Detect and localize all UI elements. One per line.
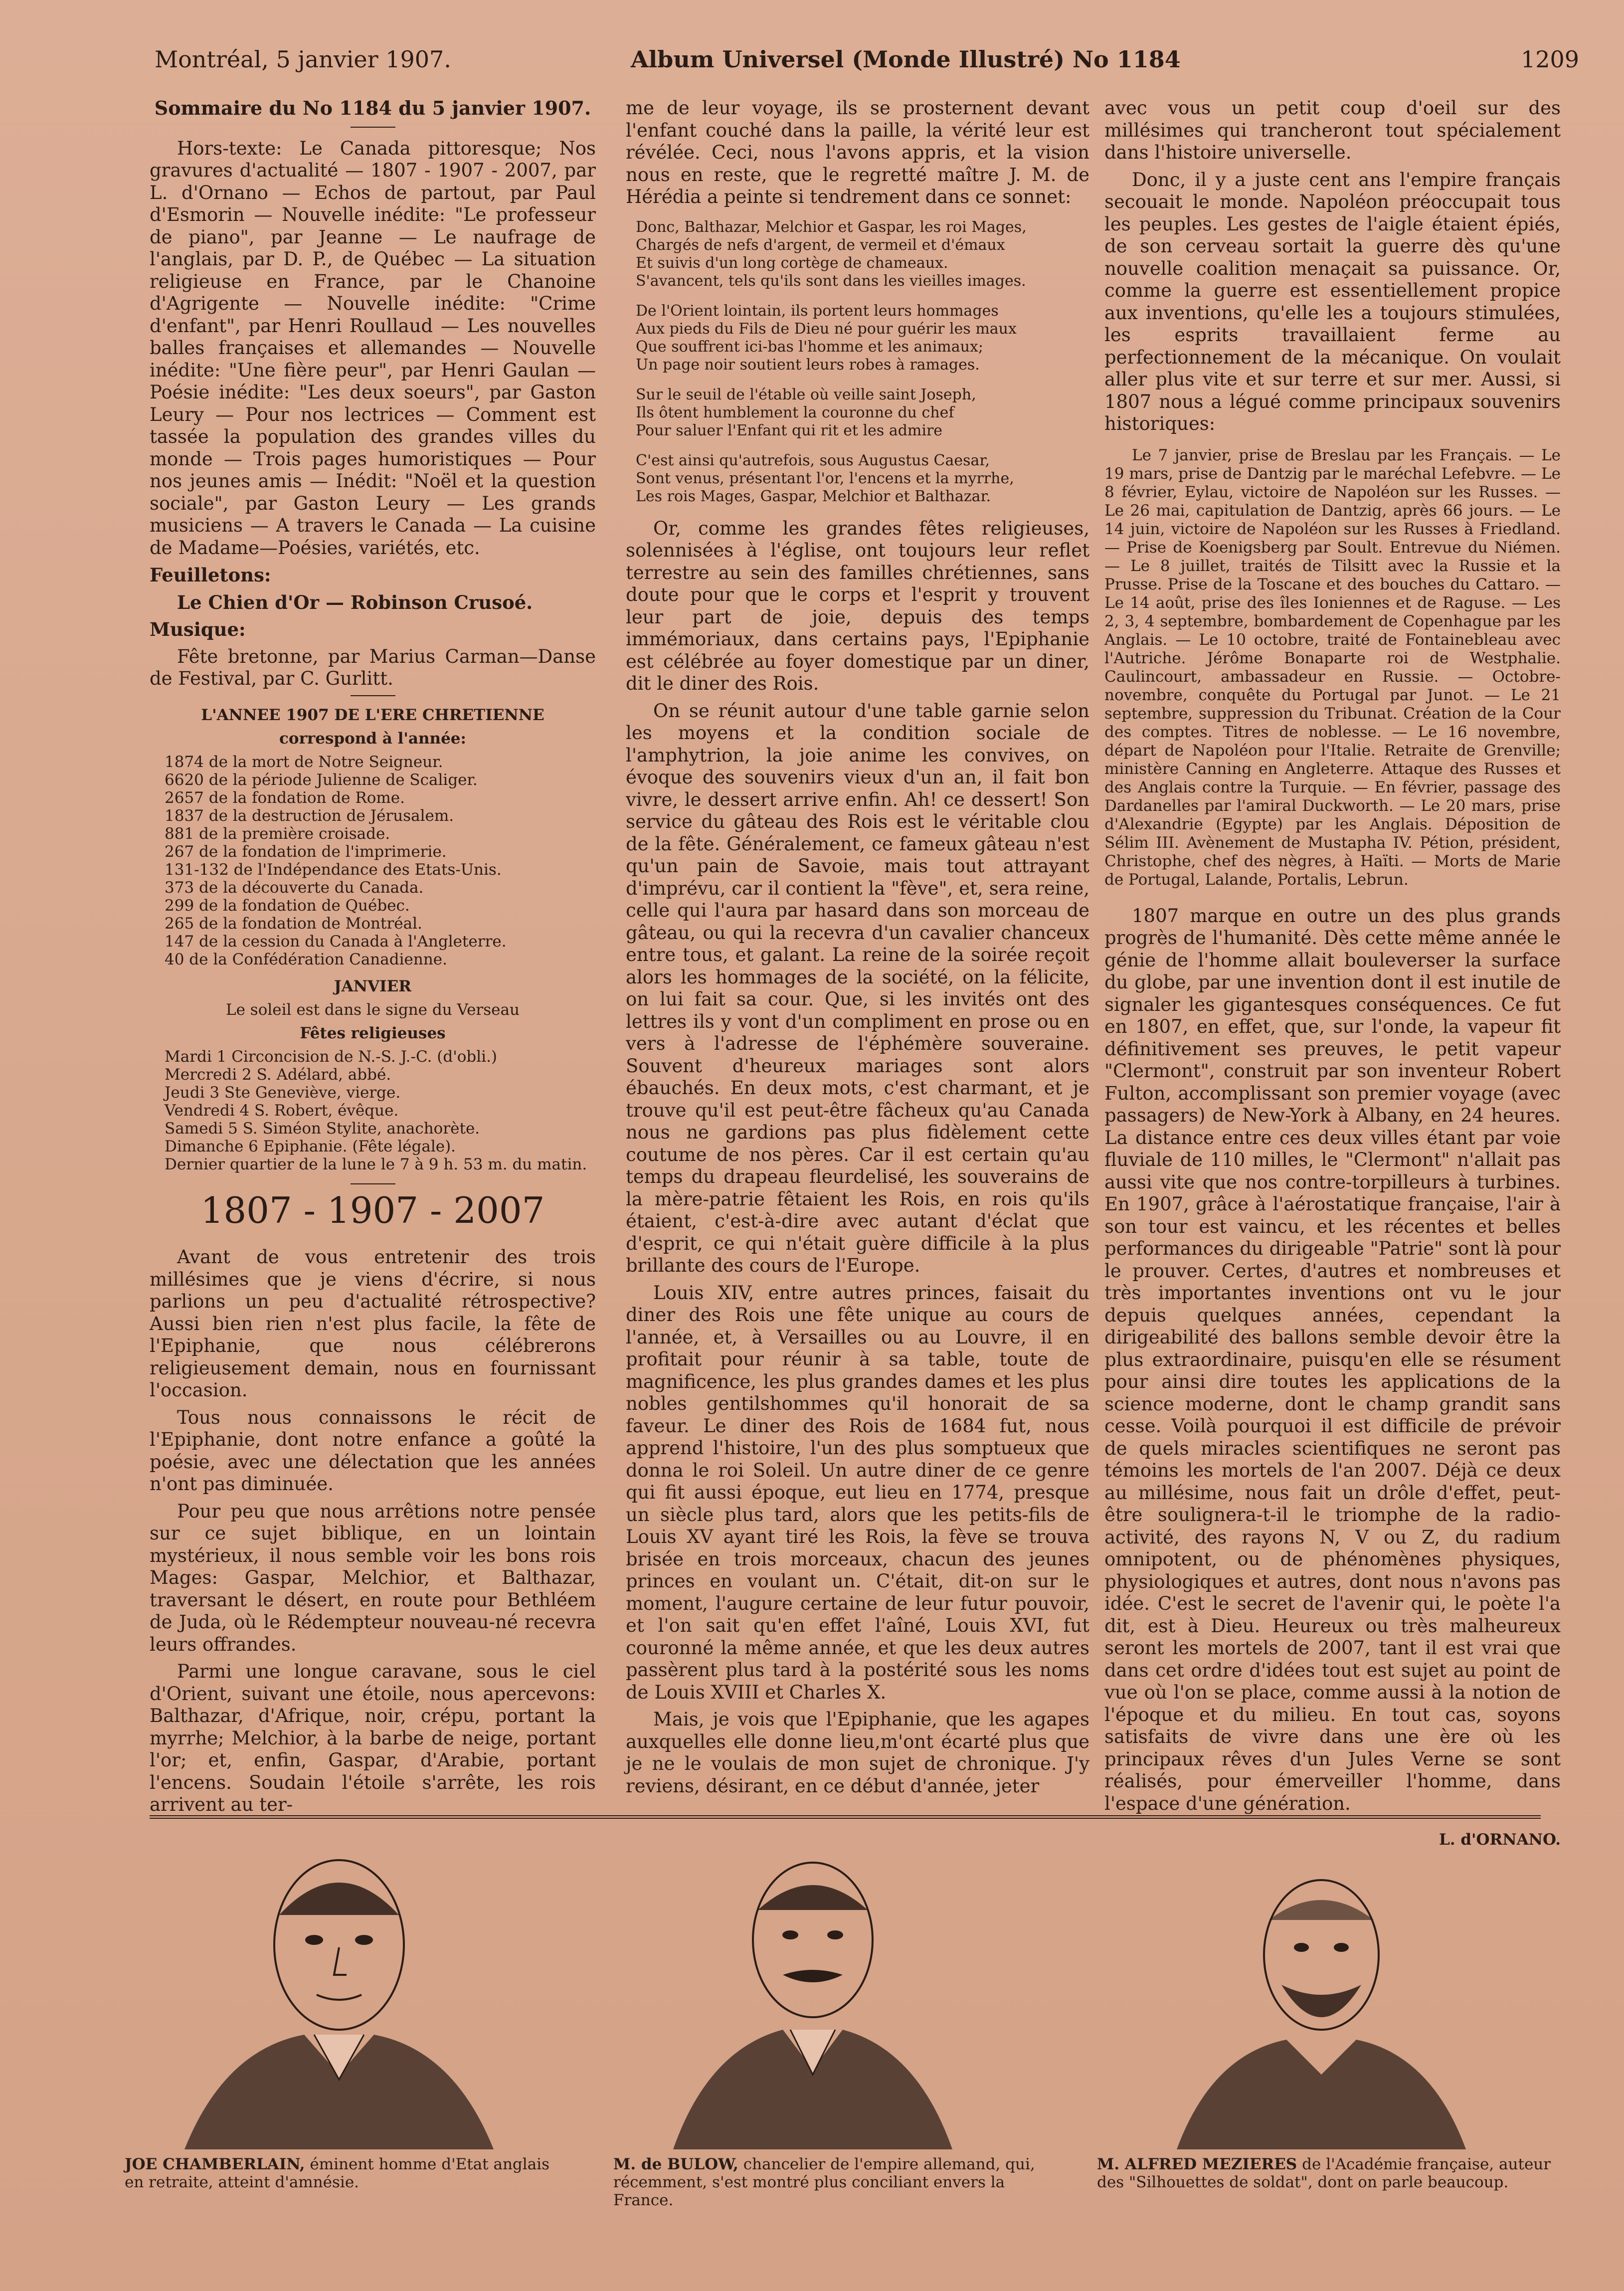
poem-line: Pour saluer l'Enfant qui rit et les admire	[636, 421, 943, 439]
list-item: Samedi 5 S. Siméon Stylite, anachorète.	[165, 1119, 480, 1138]
list-item: 131-132 de l'Indépendance des Etats-Unis.	[165, 860, 502, 879]
fetes-title: Fêtes religieuses	[300, 1024, 446, 1042]
poem-line: Ils ôtent humblement la couronne du chef	[636, 403, 954, 421]
article-paragraph: Parmi une longue caravane, sous le ciel d'Orient, suivant une étoile, nous apercevons: Balthazar, d'Afrique, noir, crépu, portant la myrrhe; Melchior, à la barbe de neige, portant l'or; et, enfin, Gaspar, d'Arabie, portant l'encens. Soudain l'étoile s'arrête, les rois arrivent au ter-	[150, 1661, 596, 1815]
header-date: Montréal, 5 janvier 1907.	[155, 46, 451, 73]
feuilletons-list: Le Chien d'Or — Robinson Crusoé.	[177, 591, 533, 613]
poem-stanza	[636, 302, 1089, 374]
annee-subtitle: correspond à l'année:	[279, 729, 466, 748]
list-item: Mardi 1 Circoncision de N.-S. J.-C. (d'obli.)	[165, 1047, 498, 1066]
list-item: Dernier quartier de la lune le 7 à 9 h. 53 m. du matin.	[165, 1155, 587, 1173]
caption-name: JOE CHAMBERLAIN,	[125, 2155, 305, 2173]
portrait-engraving-icon	[165, 1840, 514, 2149]
poem-line: Sont venus, présentant l'or, l'encens et la myrrhe,	[636, 469, 1014, 487]
article-paragraph: 1807 marque en outre un des plus grands progrès de l'humanité. Dès cette même année le génie de l'homme allait bouleverser la surface du globe, par une invention dont il est inutile de signaler les gigantesques conséquences. Ce fut en 1807, en effet, que, sur l'onde, la vapeur fit définitivement ses preuves, le petit vapeur "Clermont", construit par son inventeur Robert Fulton, accomplissant son premier voyage (avec passagers) de New-York à Albany, en 24 heures. La distance entre ces deux villes étant par voie fluviale de 110 milles, le "Clermont" n'allait pas aussi vite que nos contre-torpilleurs à turbines. En 1907, grâce à l'aérostatique française, l'air à son tour est vaincu, et les récentes et belles performances du dirigeable "Patrie" sont là pour le prouver. Certes, d'autres et nombreuses et très importantes inventions ont vu le jour depuis quelques années, cependant la dirigeabilité des ballons semble devoir être la plus extraordinaire, puisqu'en elle se résument pour ainsi dire toutes les applications de la science moderne, dont le champ grandit sans cesse. Voilà pourquoi il est difficile de prévoir de quels miracles scientifiques ne seront pas témoins les mortels de l'an 2007. Déjà ce deux au millésime, nous fait un drôle d'effet, peut-être soulignera-t-il le triomphe de la radio-activité, des rayons N, V ou Z, du radium omnipotent, ou de phénomènes physiques, physiologiques et autres, dont nous n'avons pas idée. C'est le secret de l'avenir qui, le poète l'a dit, est à Dieu. Heureux ou très malheureux seront les mortels de 2007, tant il est vrai que dans cet ordre d'idées tout est sujet au point de vue où l'on se place, comme aussi à la notion de l'époque et du milieu. En tout cas, soyons satisfaits de vivre dans une ère où les principaux rêves d'un Jules Verne se sont réalisés, pour émerveiller l'homme, dans l'espace d'une génération.	[1104, 905, 1561, 1814]
list-item: 299 de la fondation de Québec.	[165, 896, 410, 915]
poem-stanza	[636, 452, 1089, 506]
poem-line: S'avancent, tels qu'ils sont dans les vieilles images.	[636, 272, 1026, 290]
caption-mezieres	[1097, 2155, 1561, 2191]
poem-line: Sur le seuil de l'étable où veille saint Joseph,	[636, 385, 976, 403]
poem-stanza	[636, 218, 1089, 290]
janvier-soleil: Le soleil est dans le signe du Verseau	[226, 1000, 520, 1019]
list-item: Vendredi 4 S. Robert, évêque.	[165, 1101, 399, 1120]
poem-line: De l'Orient lointain, ils portent leurs hommages	[636, 302, 999, 320]
article-paragraph: Or, comme les grandes fêtes religieuses, solennisées à l'église, ont toujours leur reflet terrestre au sein des familles chrétiennes, sans doute pour que le corps et l'esprit y trouvent leur part de joie, depuis des temps immémoriaux, dans certains pays, l'Epiphanie est célébrée au foyer domestique par un diner, dit le diner des Rois.	[626, 517, 1089, 694]
sommaire-title: Sommaire du No 1184 du 5 janvier 1907.	[154, 97, 591, 119]
list-item: 6620 de la période Julienne de Scaliger.	[165, 770, 478, 789]
article-paragraph: Mais, je vois que l'Epiphanie, que les agapes auxquelles elle donne lieu,m'ont écarté plus que je ne le voulais de mon sujet de chronique. J'y reviens, désirant, en ce début d'année, jeter	[626, 1709, 1089, 1797]
list-item: 265 de la fondation de Montréal.	[165, 914, 422, 933]
list-item: 40 de la Confédération Canadienne.	[165, 950, 447, 968]
article-paragraph: Louis XIV, entre autres princes, faisait du diner des Rois une fête unique au cours de l'année, et, à Versailles ou au Louvre, il en profitait pour réunir à sa table, toute de magnificence, les plus grandes dames et les plus nobles gentilshommes qu'il honorait de sa faveur. Le diner des Rois de 1684 fut, nous apprend l'histoire, l'un des plus somptueux que donna le roi Soleil. Un autre diner de ce genre qui fit aussi époque, eut lieu en 1774, presque un siècle plus tard, alors que les petits-fils de Louis XV ayant tiré les Rois, la fève se trouva brisée en trois morceaux, chacun des jeunes princes en voulant un. C'était, dit-on sur le moment, l'augure certaine de leur futur pouvoir, et l'on sait qu'en effet l'aîné, Louis XVI, fut couronné la même année, et que les deux autres passèrent plus tard à la postérité sous les noms de Louis XVIII et Charles X.	[626, 1282, 1089, 1703]
annee-title: L'ANNEE 1907 DE L'ERE CHRETIENNE	[201, 706, 544, 724]
poem-stanza	[636, 386, 1089, 440]
caption-name: M. de BULOW,	[613, 2155, 738, 2173]
article-signature: L. d'ORNANO.	[1439, 1831, 1561, 1849]
events-1807: Le 7 janvier, prise de Breslau par les Français. — Le 19 mars, prise de Dantzig par le maréchal Lefebvre. — Le 8 février, Eylau, victoire de Napoléon sur les Russes. — Le 26 mai, capitulation de Dantzig, après 66 jours. — Le 14 juin, victoire de Napoléon sur les Russes à Friedland. — Prise de Koenigsberg par Soult. Entrevue du Niémen. — Le 8 juillet, traités de Tilsitt avec la Russie et la Prusse. Prise de la Toscane et des bouches du Cattaro. — Le 14 août, prise des îles Ioniennes et de Raguse. — Les 2, 3, 4 septembre, bombardement de Copenhague par les Anglais. — Le 10 octobre, traité de Fontainebleau avec l'Autriche. Jérôme Bonaparte roi de Westphalie. Caulincourt, ambassadeur en Russie. — Octobre-novembre, conquête du Portugal par Junot. — Le 21 septembre, suppression du Tribunat. Création de la Cour des comptes. Titres de noblesse. — Le 16 novembre, départ de Napoléon pour l'Italie. Retraite de Grenville; ministère Canning en Angleterre. Attaque des Russes et des Anglais contre la Turquie. — En février, passage des Dardanelles par l'amiral Duckworth. — Le 20 mars, prise d'Alexandrie (Egypte) par les Anglais. Déposition de Sélim III. Avènement de Mustapha IV. Pétion, président, Christophe, chef des nègres, à Haïti. — Morts de Marie de Portugal, Lalande, Portalis, Lebrun.	[1104, 446, 1561, 889]
article-title: 1807 - 1907 - 2007	[200, 1189, 545, 1231]
list-item: 1874 de la mort de Notre Seigneur.	[165, 753, 443, 771]
list-item: Mercredi 2 S. Adélard, abbé.	[165, 1065, 391, 1084]
portrait-engraving-icon	[663, 1840, 962, 2149]
portrait-mezieres	[1162, 1840, 1481, 2149]
poem-line: Que souffrent ici-bas l'homme et les animaux;	[636, 338, 983, 356]
list-item: 2657 de la fondation de Rome.	[165, 788, 405, 807]
musique-label: Musique:	[150, 618, 246, 640]
poem-line: Donc, Balthazar, Melchior et Gaspar, les roi Mages,	[636, 218, 1027, 236]
sonnet	[636, 218, 1089, 506]
article-paragraph: avec vous un petit coup d'oeil sur des millésimes qui trancheront tout spécialement dans l'histoire universelle.	[1104, 97, 1561, 163]
poem-line: Aux pieds du Fils de Dieu né pour guérir les maux	[636, 320, 1017, 338]
header-page-number: 1209	[1521, 46, 1580, 73]
fetes-list	[165, 1048, 596, 1173]
caption-bulow	[613, 2155, 1052, 2209]
divider	[351, 695, 395, 696]
list-item: 1837 de la destruction de Jérusalem.	[165, 806, 454, 825]
article-paragraph: Tous nous connaissons le récit de l'Epiphanie, dont notre enfance a goûté la poésie, avec une délectation que les années n'ont pas diminuée.	[150, 1406, 596, 1495]
annee-list	[165, 753, 596, 968]
portrait-bulow	[663, 1840, 962, 2149]
column-2	[626, 97, 1089, 1802]
list-item: 881 de la première croisade.	[165, 824, 390, 843]
musique-list: Fête bretonne, par Marius Carman—Danse de Festival, par C. Gurlitt.	[150, 645, 596, 689]
article-paragraph: Donc, il y a juste cent ans l'empire français secouait le monde. Napoléon préoccupait tous les peuples. Les gestes de l'aigle étaient épiés, de son cerveau sortait la guerre dès qu'une nouvelle coalition menaçait sa puissance. Or, comme la guerre est essentiellement propice aux inventions, qu'elle les a toujours stimulées, les esprits travaillaient ferme au perfectionnement de la mécanique. On voulait aller plus vite et sur terre et sur mer. Aussi, si 1807 nous a légué comme principaux souvenirs historiques:	[1104, 169, 1561, 434]
caption-description: éminent homme d'Etat anglais en retraite, atteint d'amnésie.	[125, 2155, 549, 2191]
list-item: Dimanche 6 Epiphanie. (Fête légale).	[165, 1137, 456, 1155]
header-publication: Album Universel (Monde Illustré) No 1184	[631, 46, 1181, 73]
column-1	[150, 97, 596, 1821]
article-paragraph: Pour peu que nous arrêtions notre pensée sur ce sujet biblique, en un lointain mystérieux, il nous semble voir les bons rois Mages: Gaspar, Melchior, et Balthazar, traversant le désert, en route pour Bethléem de Juda, où le Rédempteur nouveau-né recevra leurs offrandes.	[150, 1500, 596, 1655]
list-item: 267 de la fondation de l'imprimerie.	[165, 842, 447, 861]
divider	[351, 127, 395, 128]
column-3	[1104, 97, 1561, 1856]
portrait-engraving-icon	[1162, 1840, 1481, 2149]
poem-line: Chargés de nefs d'argent, de vermeil et d'émaux	[636, 236, 1005, 254]
article-paragraph: Avant de vous entretenir des trois millésimes que je viens d'écrire, si nous parlions un peu d'actualité rétrospective? Aussi bien rien n'est plus facile, la fête de l'Epiphanie, que nous célébrerons religieusement demain, nous en fournissant l'occasion.	[150, 1246, 596, 1401]
poem-line: C'est ainsi qu'autrefois, sous Augustus Caesar,	[636, 451, 990, 469]
list-item: Jeudi 3 Ste Geneviève, vierge.	[165, 1083, 401, 1102]
caption-description: chancelier de l'empire allemand, qui, récemment, s'est montré plus conciliant envers la France.	[613, 2155, 1035, 2209]
caption-chamberlain	[125, 2155, 573, 2191]
caption-name: M. ALFRED MEZIERES	[1097, 2155, 1297, 2173]
section-divider	[150, 1815, 1541, 1822]
list-item: 147 de la cession du Canada à l'Angleterre.	[165, 932, 507, 951]
feuilletons-label: Feuilletons:	[150, 564, 271, 586]
list-item: 373 de la découverte du Canada.	[165, 878, 424, 897]
poem-line: Les rois Mages, Gaspar, Melchior et Balthazar.	[636, 487, 991, 505]
article-paragraph: me de leur voyage, ils se prosternent devant l'enfant couché dans la paille, la vérité leur est révélée. Ceci, nous l'avons appris, et la vision nous en reste, que le regretté maître J. M. de Hérédia a peinte si tendrement dans ce sonnet:	[626, 97, 1089, 207]
article-paragraph: On se réunit autour d'une table garnie selon les moyens et la condition sociale de l'amphytrion, la joie anime les convives, on évoque des souvenirs vieux d'un an, il fait bon vivre, le dessert arrive enfin. Ah! ce dessert! Son service du gâteau des Rois est le véritable clou de la fête. Généralement, ce fameux gâteau n'est qu'un pain de Savoie, mais tout attrayant d'imprévu, car il contient la "fève", et, sera reine, celle qui l'aura par hasard dans son morceau de gâteau, ou qui la recevra d'un cavalier chanceux entre tous, et galant. La reine de la soirée reçoit alors les hommages de la société, on la félicite, on lui fait sa cour. Que, si les invités ont des lettres ils y vont d'un compliment en prose ou en vers à l'adresse de l'éphémère souveraine. Souvent d'heureux mariages sont alors ébauchés. En deux mots, c'est charmant, et je trouve qu'il est peut-être fâcheux qu'au Canada nous ne gardions pas plus fidèlement cette coutume de nos pères. Car il est certain qu'au temps du drapeau fleurdelisé, les souverains de la mère-patrie fêtaient les Rois, en rois qu'ils étaient, c'est-à-dire avec autant d'éclat que d'esprit, ce qui n'était guère difficile à la plus brillante des cours de l'Europe.	[626, 700, 1089, 1276]
poem-line: Et suivis d'un long cortège de chameaux.	[636, 254, 948, 272]
janvier-title: JANVIER	[334, 977, 411, 995]
portrait-chamberlain	[165, 1840, 514, 2149]
divider	[351, 1183, 395, 1184]
sommaire-hors-texte: Hors-texte: Le Canada pittoresque; Nos gravures d'actualité — 1807 - 1907 - 2007, par L. d'Ornano — Echos de partout, par Paul d'Esmorin — Nouvelle inédite: "Le professeur de piano", par Jeanne — Le naufrage de l'anglais, par D. P., de Québec — La situation religieuse en France, par le Chanoine d'Agrigente — Nouvelle inédite: "Crime d'enfant", par Henri Roullaud — Les nouvelles balles françaises et allemandes — Nouvelle inédite: "Une fière peur", par Henri Gaulan — Poésie inédite: "Les deux soeurs", par Gaston Leury — Pour nos lectrices — Comment est tassée la population des grandes villes du monde — Trois pages humoristiques — Pour nos jeunes amis — Inédit: "Noël et la question sociale", par Gaston Leury — Les grands musiciens — A travers le Canada — La cuisine de Madame—Poésies, variétés, etc.	[150, 137, 596, 559]
poem-line: Un page noir soutient leurs robes à ramages.	[636, 356, 980, 374]
caption-description: de l'Académie française, auteur des "Silhouettes de soldat", dont on parle beaucoup.	[1097, 2155, 1551, 2191]
